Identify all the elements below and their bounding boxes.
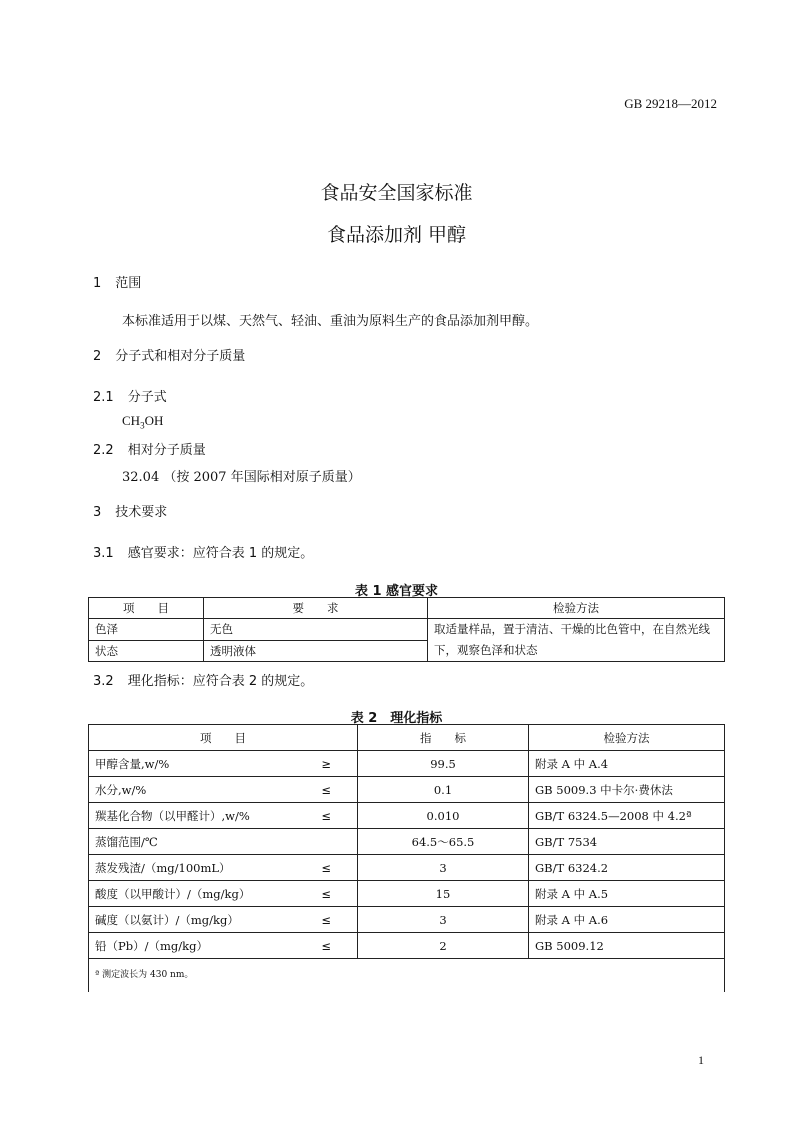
item-cell: 蒸发残渣/（mg/100mL） [89, 855, 294, 881]
column-header: 项 目 [89, 725, 358, 751]
section-number: 2.2 [93, 443, 114, 458]
table-row [89, 777, 725, 803]
requirement-cell: 透明液体 [204, 640, 428, 662]
value-cell: 3 [358, 855, 529, 881]
section-number: 2.1 [93, 390, 114, 405]
table-row [89, 881, 725, 907]
item-cell: 状态 [89, 640, 204, 662]
table-row [89, 803, 725, 829]
item-cell: 铅（Pb）/（mg/kg） [89, 933, 294, 959]
table-header-row [89, 598, 725, 619]
method-cell: 附录 A 中 A.6 [529, 907, 725, 933]
section-number: 3 [93, 505, 102, 520]
table-header-row [89, 725, 725, 751]
operator-cell: ≤ [294, 777, 358, 803]
section-2-1-heading [93, 386, 167, 405]
document-title: 食品安全国家标准 [320, 182, 473, 204]
section-title: 范围 [115, 276, 142, 291]
section-title: 分子式 [127, 390, 167, 405]
column-header: 指 标 [358, 725, 529, 751]
item-cell: 酸度（以甲酸计）/（mg/kg） [89, 881, 294, 907]
value-cell: 2 [358, 933, 529, 959]
table-footnote: ª 测定波长为 430 nm。 [89, 959, 725, 993]
section-number: 3.1 [93, 546, 114, 561]
section-2-2-heading [93, 439, 206, 458]
operator-cell [294, 829, 358, 855]
sensory-requirements-table [88, 597, 725, 662]
requirement-cell: 无色 [204, 619, 428, 641]
method-cell: 附录 A 中 A.5 [529, 881, 725, 907]
molecular-mass: 32.04 （按 2007 年国际相对原子质量） [122, 470, 361, 485]
method-cell: GB/T 7534 [529, 829, 725, 855]
method-cell: GB/T 6324.5—2008 中 4.2ª [529, 803, 725, 829]
table-footnote-row [89, 959, 725, 993]
item-cell: 色泽 [89, 619, 204, 641]
molecular-formula: $CH_3OH$ [122, 413, 164, 431]
value-cell: 99.5 [358, 751, 529, 777]
operator-cell: ≤ [294, 907, 358, 933]
value-cell: 0.1 [358, 777, 529, 803]
table-1-caption: 表 1 感官要求 [354, 584, 439, 599]
item-cell: 碱度（以氨计）/（mg/kg） [89, 907, 294, 933]
section-title: 相对分子质量 [127, 443, 206, 458]
item-cell: 水分,w/% [89, 777, 294, 803]
standard-code: GB 29218—2012 [624, 96, 717, 111]
table-2-caption: 表 2 理化指标 [350, 711, 443, 726]
method-cell: GB 5009.12 [529, 933, 725, 959]
value-cell: 0.010 [358, 803, 529, 829]
table-row [89, 751, 725, 777]
physicochemical-indicators-table [88, 724, 725, 992]
table-row [89, 907, 725, 933]
column-header: 检验方法 [428, 598, 725, 619]
section-3-1-heading [93, 542, 313, 561]
method-cell: GB 5009.3 中卡尔·费休法 [529, 777, 725, 803]
table-row [89, 933, 725, 959]
value-cell: 3 [358, 907, 529, 933]
operator-cell: ≥ [294, 751, 358, 777]
item-cell: 蒸馏范围/℃ [89, 829, 294, 855]
method-cell: GB/T 6324.2 [529, 855, 725, 881]
section-number: 3.2 [93, 674, 114, 689]
value-cell: 15 [358, 881, 529, 907]
method-cell: 取适量样品，置于清洁、干燥的比色管中，在自然光线下，观察色泽和状态 [428, 619, 725, 662]
column-header: 项 目 [89, 598, 204, 619]
section-number: 1 [93, 276, 102, 291]
section-title: 技术要求 [115, 505, 168, 520]
document-subtitle: 食品添加剂 甲醇 [326, 224, 467, 246]
method-cell: 附录 A 中 A.4 [529, 751, 725, 777]
operator-cell: ≤ [294, 855, 358, 881]
item-cell: 羰基化合物（以甲醛计）,w/% [89, 803, 294, 829]
column-header: 要 求 [204, 598, 428, 619]
section-1-heading [93, 272, 141, 291]
item-cell: 甲醇含量,w/% [89, 751, 294, 777]
column-header: 检验方法 [529, 725, 725, 751]
section-1-text: 本标准适用于以煤、天然气、轻油、重油为原料生产的食品添加剂甲醇。 [122, 314, 539, 329]
section-3-heading [93, 501, 167, 520]
value-cell: 64.5～65.5 [358, 829, 529, 855]
section-3-2-heading [93, 670, 313, 689]
operator-cell: ≤ [294, 933, 358, 959]
operator-cell: ≤ [294, 881, 358, 907]
section-title: 分子式和相对分子质量 [115, 349, 246, 364]
table-row [89, 855, 725, 881]
table-row [89, 619, 725, 641]
page-number: 1 [698, 1053, 704, 1067]
section-text: 理化指标：应符合表 2 的规定。 [127, 674, 314, 689]
section-2-heading [93, 345, 245, 364]
section-text: 感官要求：应符合表 1 的规定。 [127, 546, 314, 561]
section-number: 2 [93, 349, 102, 364]
table-row [89, 829, 725, 855]
operator-cell: ≤ [294, 803, 358, 829]
